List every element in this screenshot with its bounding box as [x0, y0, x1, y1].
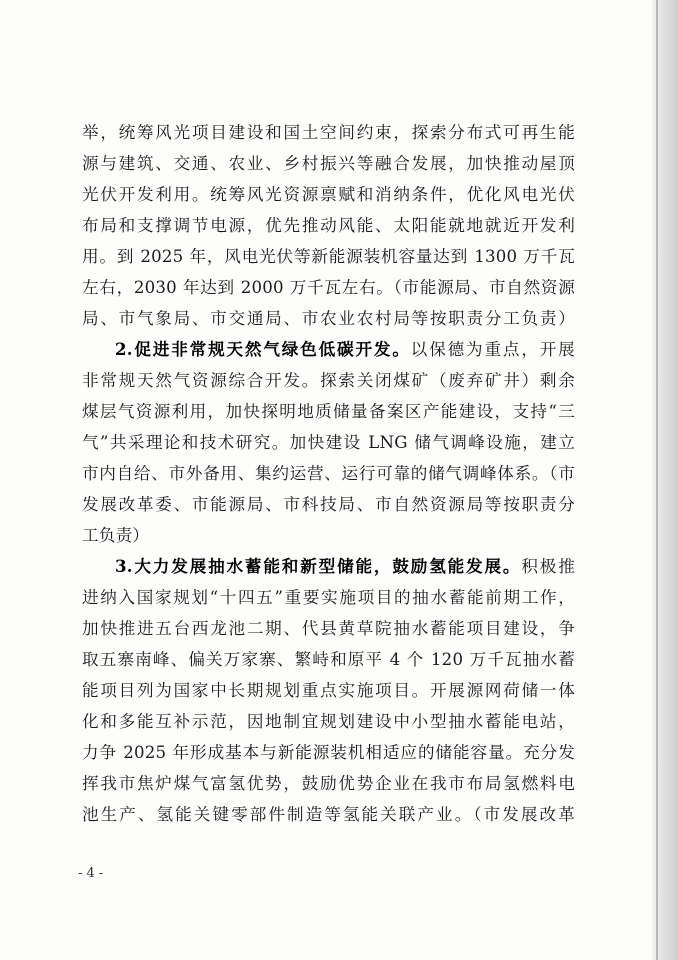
text-line: 用。到 2025 年，风电光伏等新能源装机容量达到 1300 万千瓦	[82, 247, 575, 266]
text-run: 以保德为重点，开展	[410, 340, 575, 359]
text-line: 池生产、氢能关键零部件制造等氢能关联产业。（市发展改革	[82, 805, 575, 824]
text-line: 发展改革委、市能源局、市科技局、市自然资源局等按职责分	[82, 495, 575, 514]
text-line: 举，统筹风光项目建设和国土空间约束，探索分布式可再生能	[82, 123, 575, 142]
text-line: 能项目列为国家中长期规划重点实施项目。开展源网荷储一体	[82, 681, 575, 700]
section-heading-line	[82, 551, 575, 582]
text-line: 布局和支撑调节电源，优先推动风能、太阳能就地就近开发利	[82, 216, 575, 235]
text-line: 非常规天然气资源综合开发。探索关闭煤矿（废弃矿井）剩余	[82, 371, 575, 390]
text-line: 加快推进五台西龙池二期、代县黄草院抽水蓄能项目建设，争	[82, 619, 575, 638]
text-line: 煤层气资源利用，加快探明地质储量备案区产能建设，支持“三	[82, 402, 575, 421]
text-line: 市内自给、市外备用、集约运营、运行可靠的储气调峰体系。（市	[82, 464, 575, 483]
section-heading-line	[82, 334, 575, 365]
text-run: 积极推	[521, 557, 575, 576]
text-line: 源与建筑、交通、农业、乡村振兴等融合发展，加快推动屋顶	[82, 154, 575, 173]
text-line: 左右，2030 年达到 2000 万千瓦左右。（市能源局、市自然资源	[82, 278, 575, 297]
text-line: 力争 2025 年形成基本与新能源装机相适应的储能容量。充分发	[82, 743, 575, 762]
section-heading: 3.大力发展抽水蓄能和新型储能，鼓励氢能发展。	[115, 556, 522, 576]
section-heading: 2.促进非常规天然气绿色低碳开发。	[115, 339, 411, 359]
text-line: 局、市气象局、市交通局、市农业农村局等按职责分工负责）	[82, 309, 575, 328]
text-line: 化和多能互补示范，因地制宜规划建设中小型抽水蓄能电站，	[82, 712, 575, 731]
text-line: 光伏开发利用。统筹风光资源禀赋和消纳条件，优化风电光伏	[82, 185, 575, 204]
text-line: 气”共采理论和技术研究。加快建设 LNG 储气调峰设施，建立	[82, 433, 575, 452]
text-line: 取五寨南峰、偏关万家寨、繁峙和原平 4 个 120 万千瓦抽水蓄	[82, 650, 575, 669]
text-line: 挥我市焦炉煤气富氢优势，鼓励优势企业在我市布局氢燃料电	[82, 774, 575, 793]
text-line: 进纳入国家规划“十四五”重要实施项目的抽水蓄能前期工作，	[82, 588, 575, 607]
text-line: 工负责）	[82, 526, 150, 545]
page-edge-line	[656, 0, 658, 960]
body-text	[82, 117, 575, 830]
page-number: - 4 -	[78, 866, 104, 881]
